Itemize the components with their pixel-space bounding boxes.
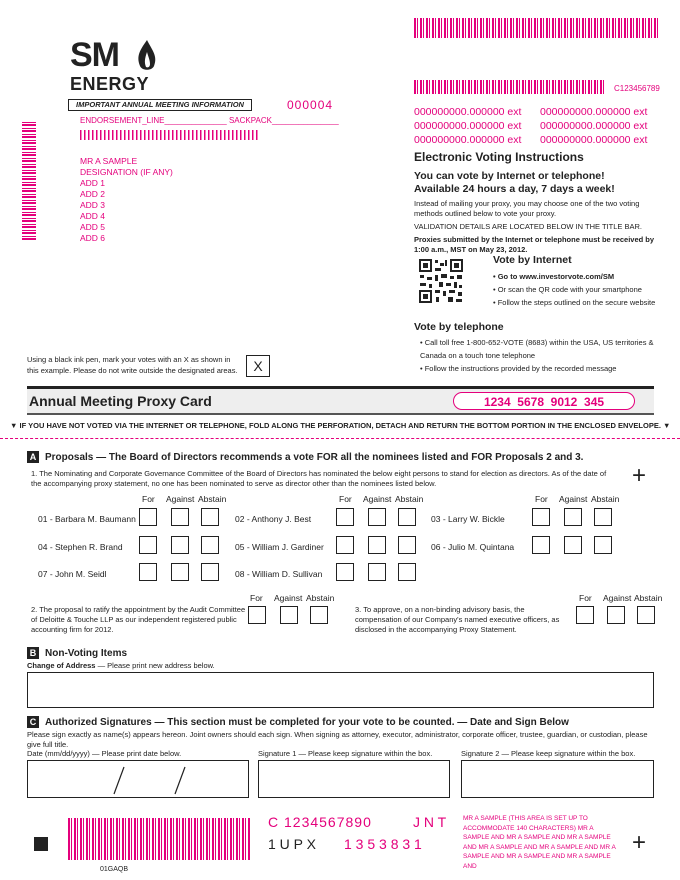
section-b-label: B — [27, 647, 39, 659]
internet-item: • Or scan the QR code with your smartphone — [493, 285, 642, 294]
section-a-title: Proposals — The Board of Directors recommends a vote FOR all the nominees listed and FOR Proposals 2 and 3. — [45, 452, 584, 463]
footer-number: 1 3 5 3 8 3 1 — [344, 836, 422, 852]
address-line: ADD 5 — [80, 222, 106, 232]
example-mark-box — [246, 355, 270, 377]
column-header-group — [395, 494, 423, 504]
address-line: MR A SAMPLE — [80, 156, 138, 166]
ext-number: 000000000.000000 ext — [414, 134, 522, 146]
signature-instructions: Please sign exactly as name(s) appears hereon. Joint owners should each sign. When signing as attorney, executor, administrator, corporate officer, trustee, guardian, or custodian, please give full title. — [27, 730, 648, 749]
address-block — [80, 156, 173, 244]
nominee-label: 07 - John M. Seidl — [38, 569, 107, 579]
address-line: ADD 3 — [80, 200, 106, 210]
internet-title: Vote by Internet — [493, 254, 572, 266]
nominee-03-abstain-checkbox[interactable] — [594, 508, 612, 526]
voting-validation: VALIDATION DETAILS ARE LOCATED BELOW IN THE TITLE BAR. — [414, 222, 642, 231]
footer-jnt: J N T — [413, 814, 447, 830]
nominee-label: 05 - William J. Gardiner — [235, 542, 324, 552]
proposal-2-text: 2. The proposal to ratify the appointment by the Audit Committee of Deloitte & Touche LLP as our independent registered public accounting firm for 2012. — [31, 605, 246, 634]
column-header-group — [591, 494, 619, 504]
sig2-label: Signature 2 — Please keep signature within the box. — [461, 749, 636, 758]
nominee-07-abstain-checkbox[interactable] — [201, 563, 219, 581]
nominee-08-against-checkbox[interactable] — [368, 563, 386, 581]
endorsement-line: ENDORSEMENT_LINE______________ SACKPACK_______________ — [80, 116, 339, 125]
flame-icon — [136, 40, 158, 74]
voting-instead: Instead of mailing your proxy, you may choose one of the two voting methods outlined below to vote your proxy. — [414, 199, 640, 218]
proposal-3-text: 3. To approve, on a non-binding advisory basis, the compensation of our Company's named executive officers, as disclosed in the accompanying Proxy Statement. — [355, 605, 560, 634]
nominee-label: 06 - Julio M. Quintana — [431, 542, 515, 552]
address-line: ADD 1 — [80, 178, 106, 188]
ext-number: 000000000.000000 ext — [540, 120, 648, 132]
logo-energy: ENERGY — [70, 74, 150, 94]
plus-icon: + — [632, 829, 647, 856]
col-abstain: Abstain — [306, 593, 335, 603]
internet-item: • Follow the steps outlined on the secure website — [493, 298, 656, 307]
triangle-down-icon: ▼ — [660, 421, 671, 430]
qr-code-icon — [418, 258, 464, 304]
nominee-04-abstain-checkbox[interactable] — [201, 536, 219, 554]
nominee-label: 03 - Larry W. Bickle — [431, 514, 505, 524]
nominee-08-abstain-checkbox[interactable] — [398, 563, 416, 581]
ink-note: Using a black ink pen, mark your votes with an X as shown in this example. Please do not write outside the designated areas. — [27, 355, 238, 375]
proposal-3-for-checkbox[interactable] — [576, 606, 594, 624]
col-against: Against — [363, 494, 392, 504]
nominee-01-against-checkbox[interactable] — [171, 508, 189, 526]
nominee-label: 02 - Anthony J. Best — [235, 514, 312, 524]
nominee-05-against-checkbox[interactable] — [368, 536, 386, 554]
date-slashes — [28, 761, 250, 799]
ext-numbers-right — [540, 105, 647, 147]
col-for: For — [339, 494, 352, 504]
proposal-2-abstain-checkbox[interactable] — [310, 606, 328, 624]
phone-title: Vote by telephone — [414, 321, 504, 333]
ext-number: 000000000.000000 ext — [540, 134, 648, 146]
nominee-label: 04 - Stephen R. Brand — [38, 542, 123, 552]
nominee-03-against-checkbox[interactable] — [564, 508, 582, 526]
nominee-05-for-checkbox[interactable] — [336, 536, 354, 554]
column-header-group — [166, 494, 194, 504]
change-of-address-instruction: — Please print new address below. — [95, 661, 215, 670]
date-field[interactable] — [27, 760, 249, 798]
column-header-group — [198, 494, 226, 504]
column-header-group — [535, 494, 548, 504]
col-against: Against — [274, 593, 303, 603]
nominee-03-for-checkbox[interactable] — [532, 508, 550, 526]
column-header-group — [142, 494, 155, 504]
proposal-2-against-checkbox[interactable] — [280, 606, 298, 624]
fold-notice-text: IF YOU HAVE NOT VOTED VIA THE INTERNET OR TELEPHONE, FOLD ALONG THE PERFORATION, DETACH AND RETURN THE BOTTOM PORTION IN THE ENCLOSED ENVELOPE. — [19, 421, 661, 430]
phone-item: • Call toll free 1-800-652-VOTE (8683) within the USA, US territories & Canada on a touch tone telephone — [420, 338, 654, 360]
triangle-down-icon: ▼ — [10, 421, 20, 430]
section-b-title: Non-Voting Items — [45, 648, 128, 659]
voting-instructions — [414, 150, 664, 254]
col-abstain: Abstain — [591, 494, 620, 504]
section-b-header — [27, 647, 127, 659]
col-abstain: Abstain — [198, 494, 227, 504]
title-bar-bottom-rule — [27, 413, 654, 415]
proposal-3-abstain-checkbox[interactable] — [637, 606, 655, 624]
voting-subtitle2: Available 24 hours a day, 7 days a week! — [414, 183, 615, 195]
proposal-2-for-checkbox[interactable] — [248, 606, 266, 624]
ext-number: 000000000.000000 ext — [414, 120, 522, 132]
phone-item: • Follow the instructions provided by the recorded message — [420, 364, 617, 373]
control-number-box — [453, 392, 635, 410]
col-abstain: Abstain — [634, 593, 663, 603]
sig1-label: Signature 1 — Please keep signature within the box. — [258, 749, 433, 758]
nominee-01-for-checkbox[interactable] — [139, 508, 157, 526]
footer-account: C 1234567890 — [268, 814, 372, 830]
section-a-header — [27, 451, 667, 463]
proposal-3-against-checkbox[interactable] — [607, 606, 625, 624]
top-barcode — [414, 18, 658, 38]
nominee-06-for-checkbox[interactable] — [532, 536, 550, 554]
nominee-label: 01 - Barbara M. Baumann — [38, 514, 136, 524]
nominee-04-against-checkbox[interactable] — [171, 536, 189, 554]
ext-number: 000000000.000000 ext — [414, 106, 522, 118]
title-bar — [27, 389, 654, 413]
nominee-08-for-checkbox[interactable] — [336, 563, 354, 581]
internet-item[interactable]: • Go to www.investorvote.com/SM — [493, 272, 615, 281]
nominee-02-abstain-checkbox[interactable] — [398, 508, 416, 526]
section-c-title: Authorized Signatures — This section must be completed for your vote to be counted. — Date and Sign Below — [45, 717, 569, 728]
nominee-label: 08 - William D. Sullivan — [235, 569, 323, 579]
address-line: DESIGNATION (IF ANY) — [80, 167, 173, 177]
logo — [70, 36, 190, 98]
section-c-label: C — [27, 716, 39, 728]
column-header-group — [339, 494, 352, 504]
vote-internet — [493, 254, 668, 309]
control-number: 1234 5678 9012 345 — [483, 395, 605, 409]
change-of-address-field[interactable] — [27, 672, 654, 708]
change-of-address-title: Change of Address — [27, 661, 96, 670]
logo-sm: SM — [70, 36, 119, 74]
postal-barcode — [80, 130, 260, 140]
account-code: C123456789 — [614, 84, 660, 93]
col-for: For — [250, 593, 263, 603]
ext-number: 000000000.000000 ext — [540, 106, 648, 118]
nominee-05-abstain-checkbox[interactable] — [398, 536, 416, 554]
voting-subtitle1: You can vote by Internet or telephone! — [414, 170, 605, 182]
proxy-card-title: Annual Meeting Proxy Card — [29, 393, 212, 409]
signature-2-field[interactable] — [461, 760, 654, 798]
nominee-04-for-checkbox[interactable] — [139, 536, 157, 554]
nominee-02-against-checkbox[interactable] — [368, 508, 386, 526]
important-info-box — [68, 99, 252, 111]
column-header-group — [363, 494, 391, 504]
col-against: Against — [166, 494, 195, 504]
black-square-mark — [34, 837, 48, 851]
signature-1-field[interactable] — [258, 760, 450, 798]
nominee-06-abstain-checkbox[interactable] — [594, 536, 612, 554]
footer-upx: 1 U P X — [268, 836, 316, 852]
change-of-address-label — [27, 661, 215, 670]
left-vertical-barcode — [22, 122, 36, 240]
voting-deadline: Proxies submitted by the Internet or telephone must be received by 1:00 a.m., MST on May 23, 2012. — [414, 235, 655, 254]
nominee-06-against-checkbox[interactable] — [564, 536, 582, 554]
footer-sample-text: MR A SAMPLE (THIS AREA IS SET UP TO ACCOMMODATE 140 CHARACTERS) MR A SAMPLE AND MR A SAMPLE AND MR A SAMPLE AND MR A SAMPLE AND MR A SAMPLE AND MR A SAMPLE AND MR A SAMPLE AND MR A SAMPLE AND — [463, 815, 616, 870]
col-for: For — [535, 494, 548, 504]
nominee-07-against-checkbox[interactable] — [171, 563, 189, 581]
ext-numbers-left — [414, 105, 521, 147]
col-against: Against — [559, 494, 588, 504]
column-header-group — [559, 494, 587, 504]
col-against: Against — [603, 593, 632, 603]
nominee-02-for-checkbox[interactable] — [336, 508, 354, 526]
address-line: ADD 2 — [80, 189, 106, 199]
voting-title: Electronic Voting Instructions — [414, 150, 584, 164]
section-a-item1: 1. The Nominating and Corporate Governance Committee of the Board of Directors has nominated the below eight persons to stand for election as directors. As of the date of the accompanying proxy statement, no one has been nominated to serve as director other than the nominees listed below. — [31, 469, 607, 488]
footer-barcode — [68, 818, 250, 860]
plus-icon: + — [632, 462, 647, 489]
example-mark: X — [253, 358, 263, 374]
perforation-line — [0, 438, 680, 439]
footer-code: 01GAQB — [100, 866, 129, 873]
date-label: Date (mm/dd/yyyy) — Please print date below. — [27, 749, 182, 758]
address-line: ADD 6 — [80, 233, 106, 243]
header-code: 000004 — [287, 98, 334, 112]
important-info-text: IMPORTANT ANNUAL MEETING INFORMATION — [76, 100, 244, 109]
col-for: For — [142, 494, 155, 504]
nominee-07-for-checkbox[interactable] — [139, 563, 157, 581]
section-c-header — [27, 716, 667, 728]
col-for: For — [579, 593, 592, 603]
address-line: ADD 4 — [80, 211, 106, 221]
nominee-01-abstain-checkbox[interactable] — [201, 508, 219, 526]
fold-notice — [10, 421, 670, 430]
vote-telephone — [414, 321, 664, 375]
section-a-label: A — [27, 451, 39, 463]
col-abstain: Abstain — [395, 494, 424, 504]
account-barcode — [414, 80, 606, 94]
